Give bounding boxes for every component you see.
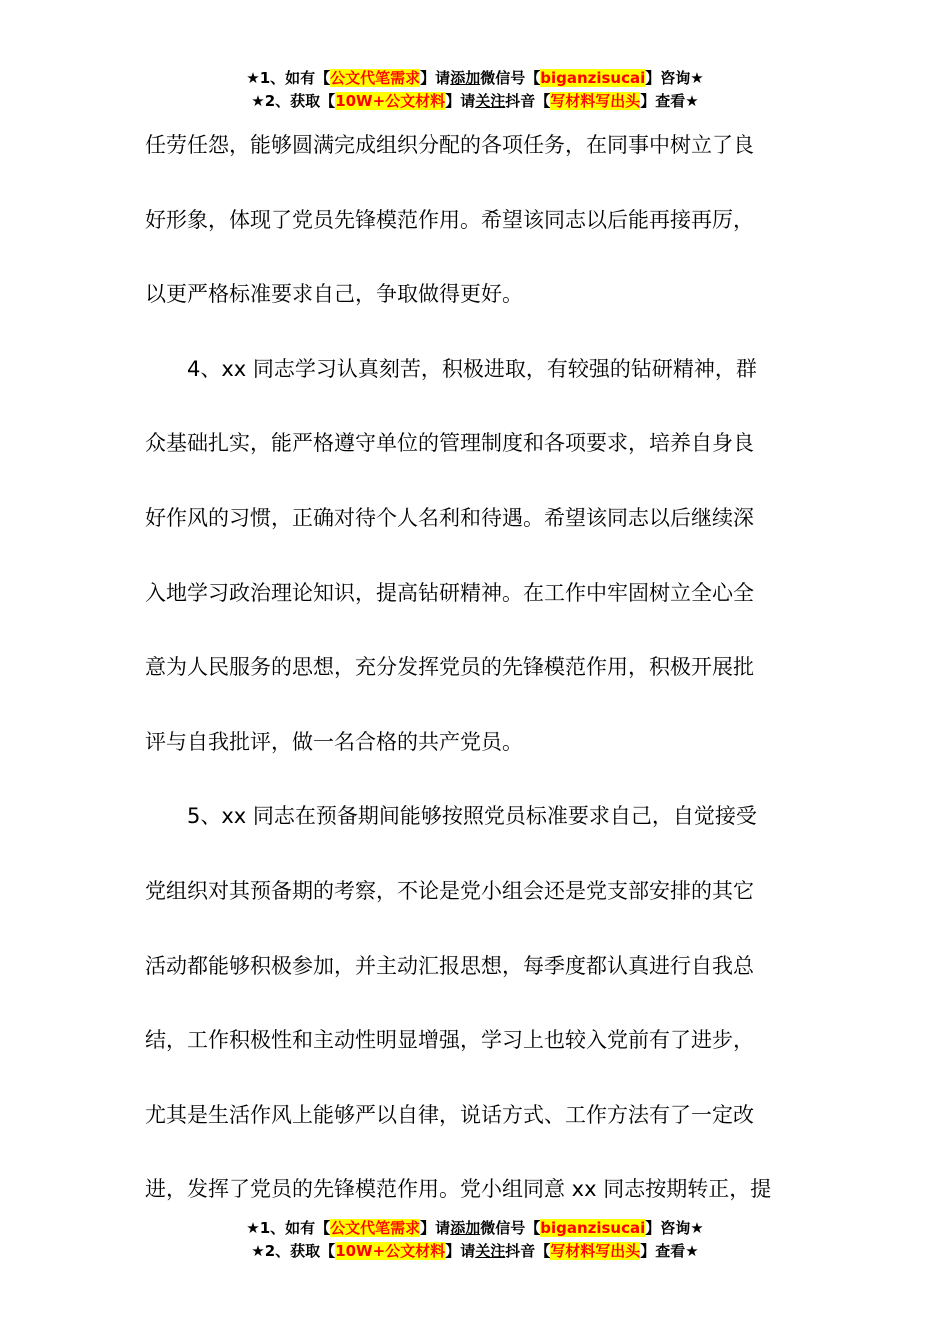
- highlight-douyin: 写材料写出头: [550, 1242, 641, 1260]
- text-line: 入地学习政治理论知识，提高钻研精神。在工作中牢固树立全心全: [145, 580, 754, 605]
- text-line: 好形象，体现了党员先锋模范作用。希望该同志以后能再接再厉，: [145, 207, 754, 232]
- header-banner: [0, 67, 950, 113]
- banner-line-1: ★1、如有【公文代笔需求】请添加微信号【biganzisucai】咨询★: [246, 1219, 704, 1237]
- footer-banner: [0, 1217, 950, 1263]
- text-line: 活动都能够积极参加，并主动汇报思想，每季度都认真进行自我总: [145, 953, 754, 978]
- text-line: 任劳任怨，能够圆满完成组织分配的各项任务，在同事中树立了良: [145, 133, 754, 157]
- text-line: 众基础扎实，能严格遵守单位的管理制度和各项要求，培养自身良: [145, 431, 754, 456]
- highlight-service: 公文代笔需求: [330, 69, 421, 87]
- text-line: 结，工作积极性和主动性明显增强，学习上也较入党前有了进步，: [145, 1028, 754, 1053]
- highlight-materials: 10W+公文材料: [335, 1242, 446, 1260]
- text-line: 好作风的习惯，正确对待个人名利和待遇。希望该同志以后继续深: [145, 505, 754, 530]
- text-line: 进，发挥了党员的先锋模范作用。党小组同意 xx 同志按期转正，提: [145, 1177, 772, 1202]
- text-line: 党组织对其预备期的考察，不论是党小组会还是党支部安排的其它: [145, 878, 754, 903]
- highlight-service: 公文代笔需求: [330, 1219, 421, 1237]
- banner-line-1: ★1、如有【公文代笔需求】请添加微信号【biganzisucai】咨询★: [246, 69, 704, 87]
- highlight-douyin: 写材料写出头: [550, 92, 641, 110]
- text-line: 意为人民服务的思想，充分发挥党员的先锋模范作用，积极开展批: [145, 655, 754, 680]
- star-icon: ★: [246, 69, 260, 87]
- star-icon: ★: [251, 1242, 265, 1260]
- highlight-wechat-id: biganzisucai: [540, 1219, 646, 1237]
- text-line: 尤其是生活作风上能够严以自律，说话方式、工作方法有了一定改: [145, 1102, 754, 1127]
- document-body: [145, 127, 807, 1246]
- text-line: 评与自我批评，做一名合格的共产党员。: [145, 729, 523, 754]
- banner-line-2: ★2、获取【10W+公文材料】请关注抖音【写材料写出头】查看★: [251, 1242, 699, 1260]
- highlight-wechat-id: biganzisucai: [540, 69, 646, 87]
- star-icon: ★: [246, 1219, 260, 1237]
- paragraph-4-start: 4、xx 同志学习认真刻苦，积极进取，有较强的钻研精神，群: [187, 356, 757, 381]
- paragraph-5-start: 5、xx 同志在预备期间能够按照党员标准要求自己，自觉接受: [187, 804, 757, 829]
- text-line: 以更严格标准要求自己，争取做得更好。: [145, 282, 523, 307]
- banner-line-2: ★2、获取【10W+公文材料】请关注抖音【写材料写出头】查看★: [251, 92, 699, 110]
- star-icon: ★: [251, 92, 265, 110]
- highlight-materials: 10W+公文材料: [335, 92, 446, 110]
